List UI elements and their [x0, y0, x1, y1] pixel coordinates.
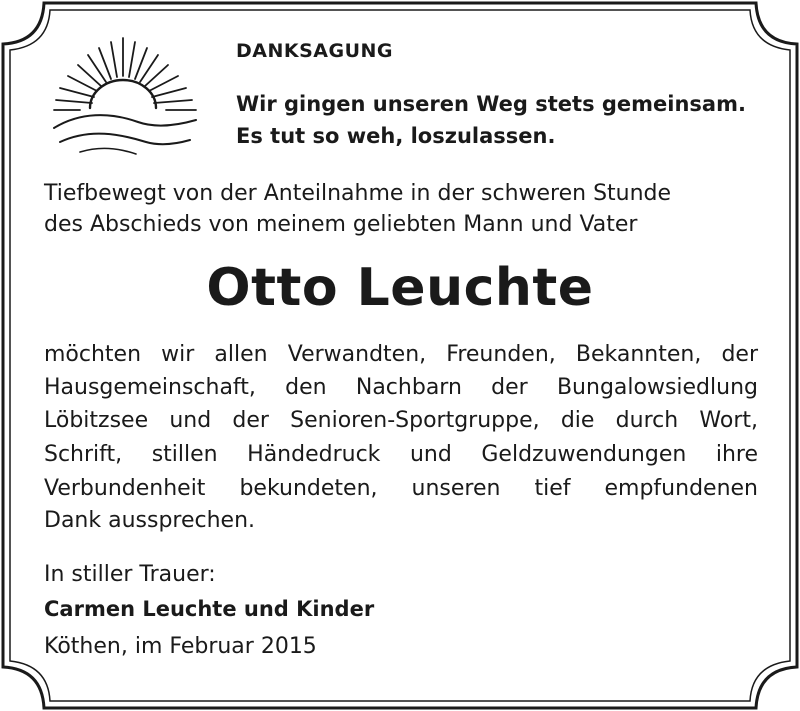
- intro-line-1: Tiefbewegt von der Anteilnahme in der schweren Stunde: [44, 181, 672, 206]
- message-line: Verbundenheit bekundeten, unseren tief empfundenen: [44, 476, 758, 501]
- mourning-label: In stiller Trauer:: [44, 562, 216, 587]
- message-line: Schrift, stillen Händedruck und Geldzuwendungen ihre: [44, 442, 758, 467]
- motto-line-2: Es tut so weh, loszulassen.: [236, 124, 556, 148]
- deceased-name: Otto Leuchte: [206, 258, 594, 318]
- message-line: Löbitzsee und der Senioren-Sportgruppe, die durch Wort,: [44, 408, 758, 433]
- notice-heading: DANKSAGUNG: [236, 40, 394, 62]
- signers: Carmen Leuchte und Kinder: [44, 597, 375, 621]
- sunrise-over-hills-icon: [50, 30, 200, 158]
- intro-line-2: des Abschieds von meinem geliebten Mann und Vater: [44, 212, 638, 237]
- place-date: Köthen, im Februar 2015: [44, 634, 317, 659]
- message-line: Hausgemeinschaft, den Nachbarn der Bungalowsiedlung: [44, 375, 758, 400]
- message-line-last: Dank aussprechen.: [44, 508, 256, 533]
- message-line: möchten wir allen Verwandten, Freunden, Bekannten, der: [44, 342, 758, 367]
- motto-line-1: Wir gingen unseren Weg stets gemeinsam.: [236, 92, 746, 116]
